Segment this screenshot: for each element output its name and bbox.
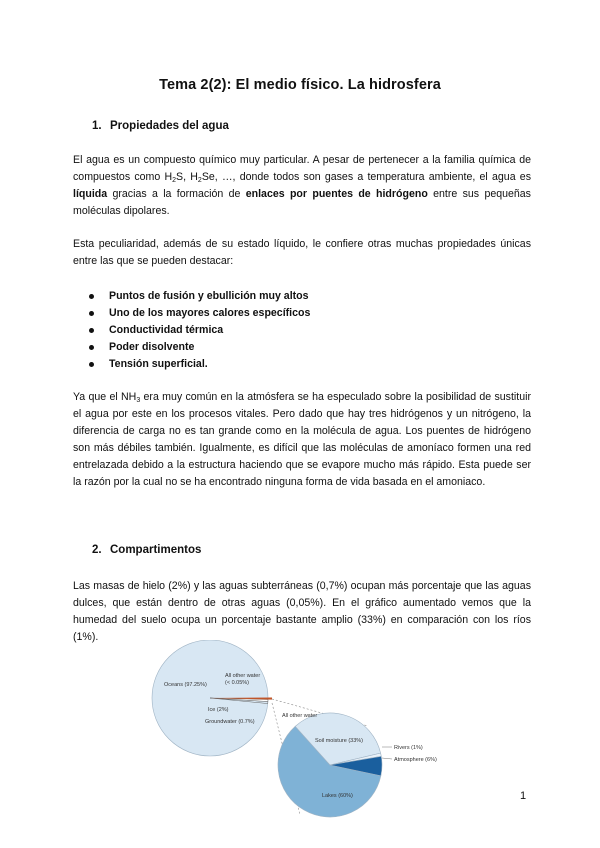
- section-1-title: Propiedades del agua: [110, 120, 229, 132]
- document-title: Tema 2(2): El medio físico. La hidrosfera: [159, 77, 441, 93]
- page-number: 1: [520, 790, 527, 802]
- section-2-heading: [92, 544, 201, 556]
- properties-list: [73, 288, 310, 373]
- bullet-icon: [89, 328, 94, 333]
- leader-line-atmosphere: [382, 758, 392, 759]
- label-groundwater: Groundwater (0.7%): [205, 719, 255, 725]
- label-oceans: Oceans (97.25%): [164, 682, 207, 688]
- section-1-number: 1.: [92, 120, 102, 132]
- label-ice: Ice (2%): [208, 707, 229, 713]
- paragraph-water-properties: El agua es un compuesto químico muy particular. A pesar de pertenecer a la familia química de compuestos como $H_2S$, $H_2Se$, …, donde todos son gases a temperatura ambiente, el agua es líquida gracias a la formación de enlaces por puentes de hidrógeno entre sus pequeñas moléculas dipolares.: [73, 154, 531, 217]
- paragraph-ammonia: Ya que el $NH_3$ era muy común en la atmósfera se ha especulado sobre la posibilidad de sustituir el agua por este en los procesos vitales. Pero dado que hay tres hidrógenos y un nitrógeno, la diferencia de carga no es tan grande como en la molécula de agua. Los puentes de hidrógeno son más débiles también. Igualmente, es difícil que las moléculas de amoníaco formen una red entrelazada debido a la estructura haciendo que se evapore mucho más rápido. Esta puede ser la razón por la cual no se ha encontrado ninguna forma de vida basada en el amoniaco.: [73, 391, 531, 488]
- bullet-icon: [89, 345, 94, 350]
- list-item: Poder disolvente: [73, 339, 310, 356]
- list-item: Uno de los mayores calores específicos: [73, 305, 310, 322]
- bullet-icon: [89, 362, 94, 367]
- water-distribution-chart: [150, 640, 450, 840]
- list-item: Conductividad térmica: [73, 322, 310, 339]
- paragraph-peculiarity: Esta peculiaridad, además de su estado líquido, le confiere otras muchas propiedades únicas entre las que se pueden destacar:: [73, 238, 531, 267]
- label-all-other-water: All other water (< 0.05%): [225, 673, 261, 686]
- label-rivers: Rivers (1%): [394, 745, 423, 751]
- bullet-icon: [89, 311, 94, 316]
- bullet-icon: [89, 294, 94, 299]
- section-2-number: 2.: [92, 544, 102, 556]
- label-atmosphere: Atmosphere (6%): [394, 757, 437, 763]
- list-item: Puntos de fusión y ebullición muy altos: [73, 288, 310, 305]
- section-1-heading: [92, 120, 229, 132]
- list-item: Tensión superficial.: [73, 356, 310, 373]
- section-2-title: Compartimentos: [110, 544, 202, 556]
- label-lakes: Lakes (60%): [322, 793, 353, 799]
- zoom-pie-title: All other water: [282, 713, 318, 719]
- paragraph-compartments: Las masas de hielo (2%) y las aguas subterráneas (0,7%) ocupan más porcentaje que las aguas dulces, que están dentro de otras aguas (0,05%). En el gráfico aumentado vemos que la humedad del suelo ocupa un porcentaje bastante amplio (33%) en comparación con los ríos (1%).: [73, 580, 531, 643]
- label-soil-moisture: Soil moisture (33%): [315, 738, 363, 744]
